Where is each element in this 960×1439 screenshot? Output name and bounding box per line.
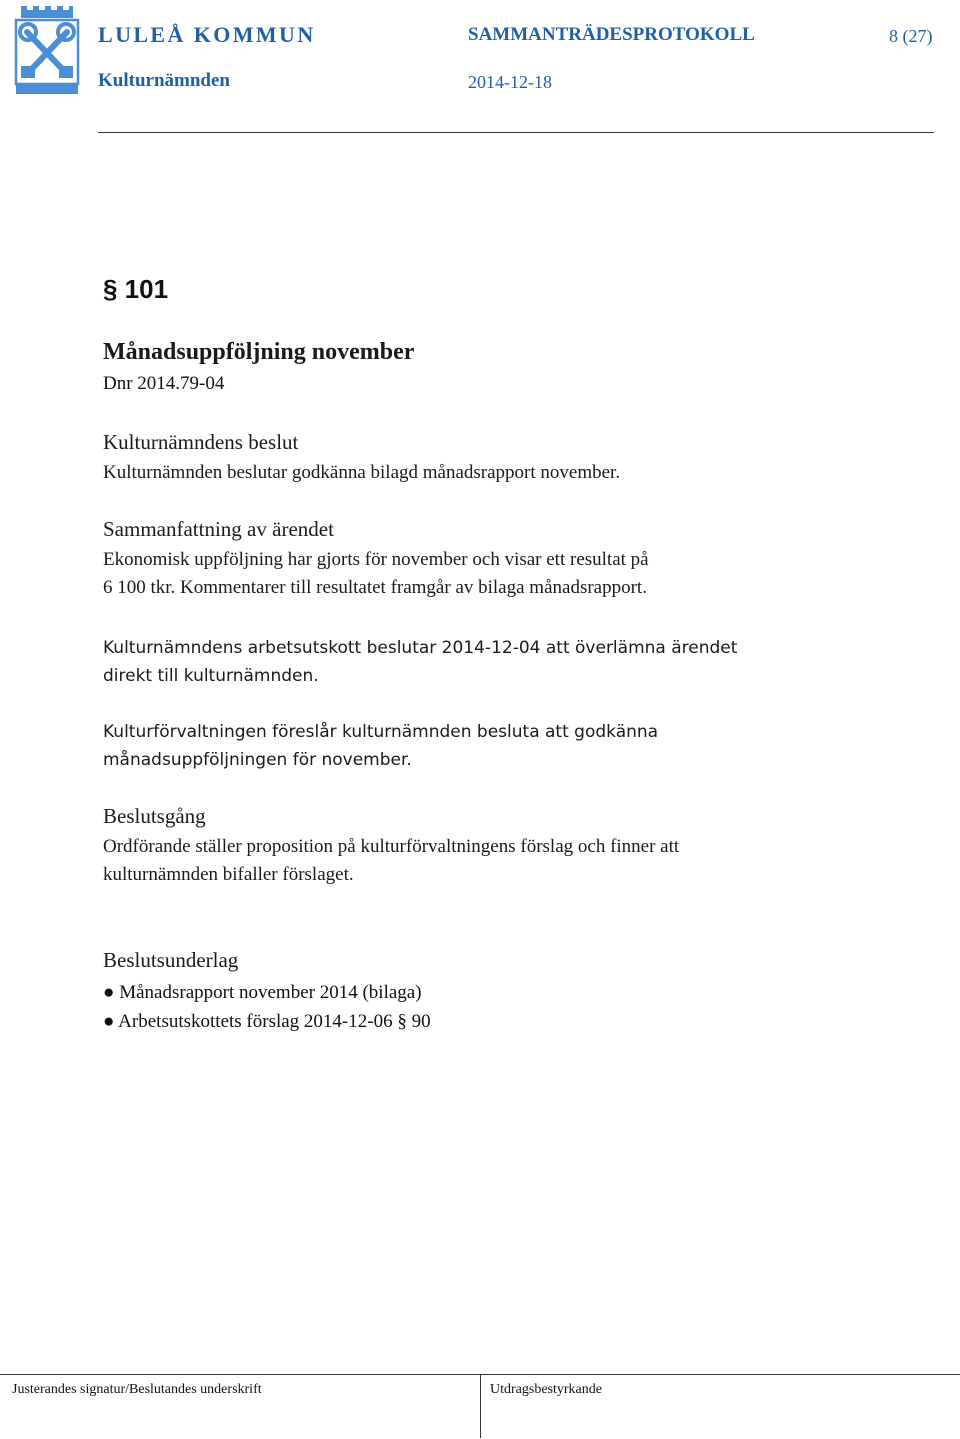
signature-field-label: Justerandes signatur/Beslutandes underskrift: [12, 1382, 262, 1397]
proposal-line-1: Kulturförvaltningen föreslår kulturnämnden besluta att godkänna: [103, 722, 659, 742]
coat-of-arms-logo-icon: [13, 4, 81, 96]
document-type: SAMMANTRÄDESPROTOKOLL: [468, 24, 755, 45]
case-title: Månadsuppföljning november: [103, 339, 415, 365]
decision-heading: Kulturnämndens beslut: [103, 430, 299, 454]
decision-text: Kulturnämnden beslutar godkänna bilagd månadsrapport november.: [103, 462, 621, 483]
footer-column-divider: [480, 1374, 481, 1438]
meeting-date: 2014-12-18: [468, 72, 552, 92]
committee-name: Kulturnämnden: [98, 70, 230, 91]
header-divider: [98, 132, 934, 133]
paragraph-number: § 101: [103, 274, 169, 304]
certification-field-label: Utdragsbestyrkande: [490, 1382, 602, 1397]
list-item: ● Arbetsutskottets förslag 2014-12-06 § 90: [103, 1011, 431, 1032]
committee-decision-line-1: Kulturnämndens arbetsutskott beslutar 2014-12-04 att överlämna ärendet: [103, 638, 738, 658]
basis-heading: Beslutsunderlag: [103, 948, 239, 972]
basis-list: [103, 978, 431, 1036]
proposal-line-2: månadsuppföljningen för november.: [103, 750, 412, 770]
procedure-line-1: Ordförande ställer proposition på kulturförvaltningens förslag och finner att: [103, 836, 680, 857]
procedure-line-2: kulturnämnden bifaller förslaget.: [103, 864, 354, 885]
organization-name: LULEÅ KOMMUN: [98, 22, 316, 47]
case-reference-number: Dnr 2014.79-04: [103, 373, 225, 394]
list-item: ● Månadsrapport november 2014 (bilaga): [103, 982, 422, 1003]
summary-heading: Sammanfattning av ärendet: [103, 517, 334, 541]
committee-decision-line-2: direkt till kulturnämnden.: [103, 666, 319, 686]
page-number: 8 (27): [889, 26, 933, 46]
summary-line-2: 6 100 tkr. Kommentarer till resultatet framgår av bilaga månadsrapport.: [103, 577, 647, 598]
procedure-heading: Beslutsgång: [103, 804, 206, 828]
summary-line-1: Ekonomisk uppföljning har gjorts för november och visar ett resultat på: [103, 549, 649, 570]
